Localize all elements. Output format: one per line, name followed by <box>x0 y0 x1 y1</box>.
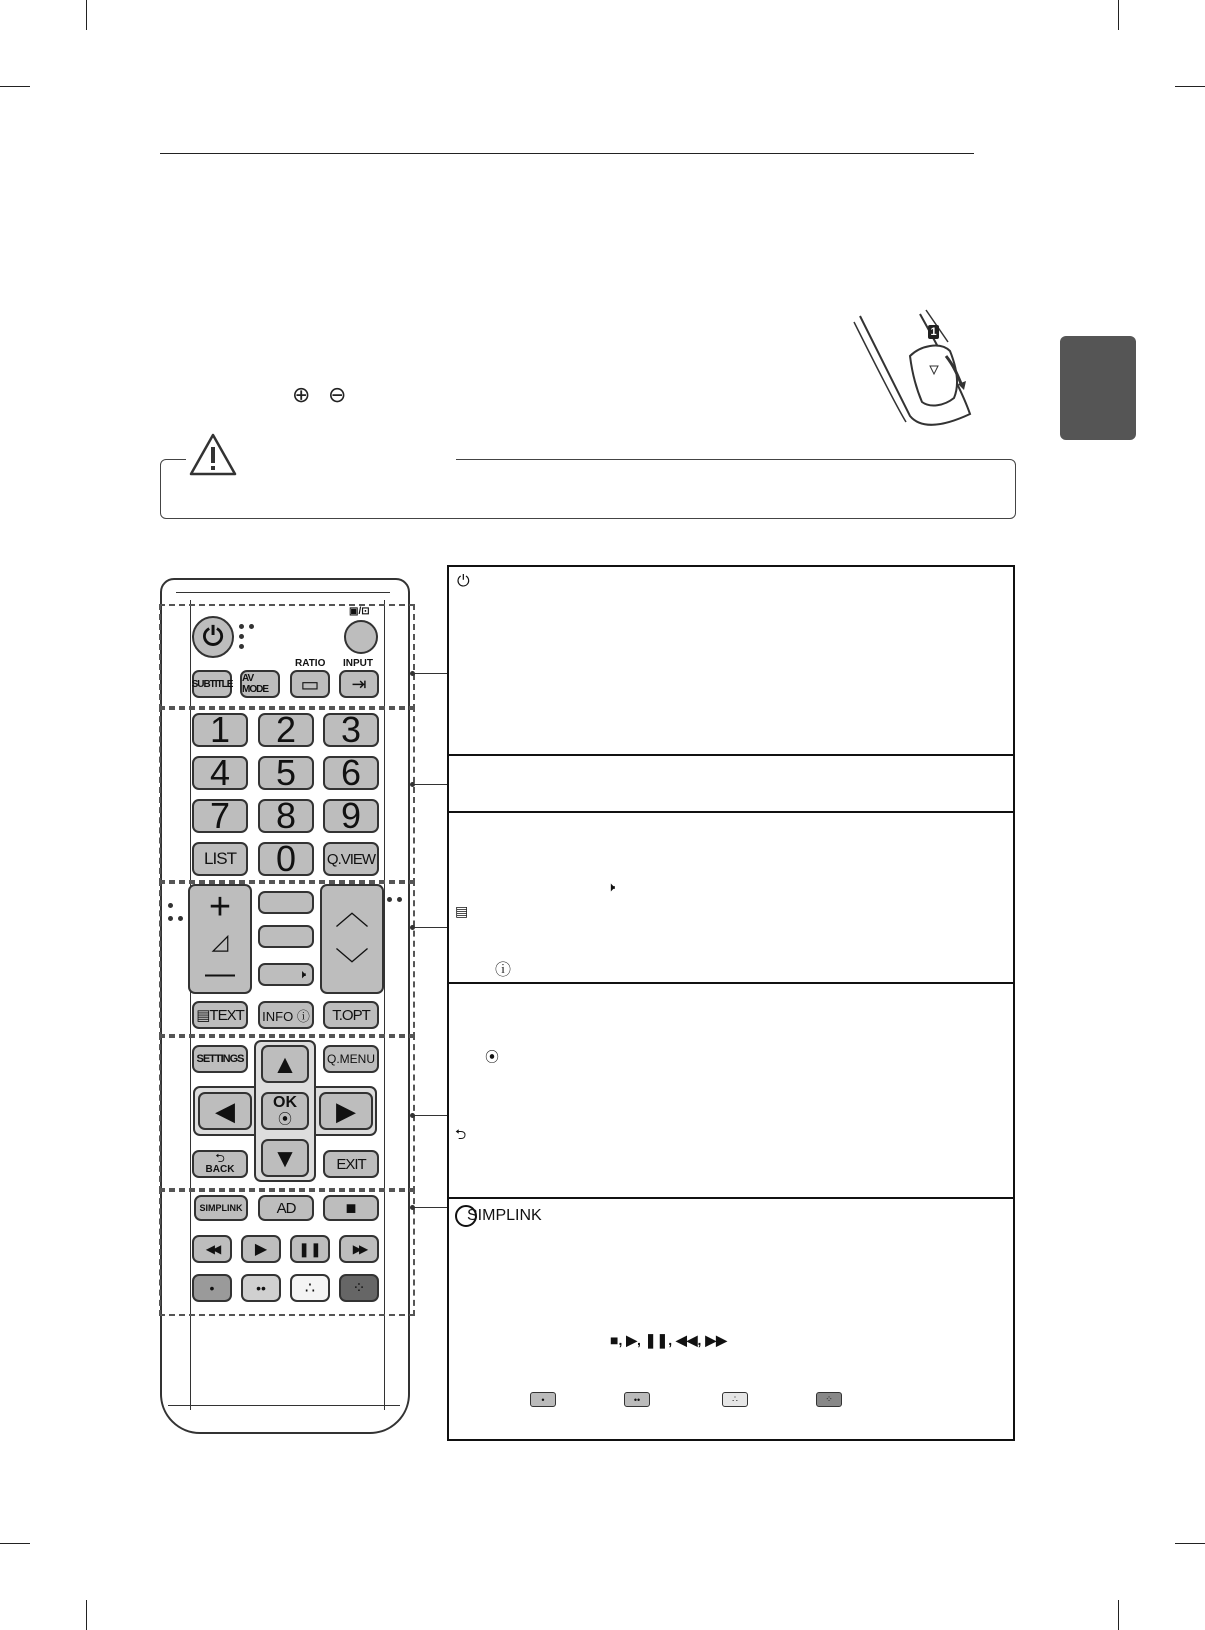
color-key-dots: ⁘ <box>825 1394 833 1404</box>
list-label: LIST <box>204 849 236 868</box>
digit-label: 9 <box>340 795 362 836</box>
battery-minus-symbol: ⊖ <box>328 382 347 407</box>
list-button[interactable] <box>192 842 248 876</box>
play-icon: ▶ <box>254 1241 268 1258</box>
ratio-button[interactable] <box>290 670 330 698</box>
volume-down-icon: — <box>205 957 235 991</box>
color-key-2-icon <box>624 1392 650 1407</box>
digit-label: 7 <box>209 795 231 836</box>
leader-dot <box>410 925 415 930</box>
digit-3-button[interactable] <box>323 709 379 750</box>
row-divider <box>449 982 1013 984</box>
caution-box <box>160 459 1016 519</box>
crop-mark <box>0 86 30 87</box>
mute-icon: 🕨 <box>298 967 306 981</box>
left-arrow-icon: ◀ <box>215 1095 235 1126</box>
color-key-dots: •• <box>256 1280 266 1296</box>
digit-label: 1 <box>209 709 231 750</box>
leader-line <box>412 673 447 674</box>
dot-marker <box>397 897 402 902</box>
row-divider <box>449 811 1013 813</box>
color-key-1-icon <box>530 1392 556 1407</box>
info-button[interactable] <box>258 1001 314 1029</box>
volume-icon: ◿ <box>211 928 229 954</box>
color-key-dots: ∴ <box>732 1394 738 1404</box>
qview-button[interactable] <box>323 842 379 876</box>
color-key-dots: ∴ <box>304 1280 316 1297</box>
leader-dot <box>410 782 415 787</box>
right-arrow-button[interactable] <box>319 1092 373 1130</box>
color-key-dots: ⁘ <box>352 1280 366 1297</box>
rewind-icon: ◀◀ <box>205 1242 219 1256</box>
ad-label: AD <box>276 1199 296 1217</box>
topt-button[interactable] <box>323 1001 379 1029</box>
volume-up-icon: + <box>208 885 232 928</box>
qmenu-button[interactable] <box>323 1045 379 1073</box>
exit-button[interactable] <box>323 1150 379 1178</box>
battery-cover-illustration <box>850 306 980 430</box>
simplink-logo <box>455 1205 542 1227</box>
battery-plus-symbol: ⊕ <box>292 382 311 407</box>
play-button[interactable] <box>241 1235 281 1263</box>
ok-button[interactable] <box>261 1092 309 1130</box>
crop-mark <box>1175 1543 1205 1544</box>
leader-line <box>412 784 447 785</box>
exit-label: EXIT <box>336 1155 366 1173</box>
stop-button[interactable] <box>323 1195 379 1221</box>
crop-mark <box>1118 1600 1119 1630</box>
digit-7-button[interactable] <box>192 795 248 836</box>
right-arrow-icon: ▶ <box>336 1095 356 1126</box>
digit-label: 3 <box>340 709 362 750</box>
digit-0-button[interactable] <box>258 838 314 879</box>
channel-rocker[interactable] <box>320 884 384 994</box>
digit-label: 5 <box>275 752 297 793</box>
digit-label: 0 <box>275 838 297 879</box>
leader-line <box>412 1115 447 1116</box>
digit-6-button[interactable] <box>323 752 379 793</box>
back-icon: ⮌ <box>455 1126 467 1142</box>
input-button[interactable] <box>339 670 379 698</box>
color-key-4-icon <box>816 1392 842 1407</box>
text-label: ▤TEXT <box>196 1007 244 1024</box>
power-icon: ⏻ <box>457 573 470 590</box>
tv-rad-label: ▣/⊡ <box>349 606 370 617</box>
leader-dot <box>410 671 415 676</box>
simplink-logo-text: SIMPLINK <box>467 1207 542 1224</box>
row-divider <box>449 1197 1013 1199</box>
color-key-2[interactable] <box>241 1274 281 1302</box>
battery-step-marker <box>928 325 939 339</box>
power-button[interactable] <box>192 616 234 658</box>
dot-marker <box>168 916 173 921</box>
digit-label: 4 <box>209 752 231 793</box>
channel-down-icon: ﹀ <box>335 946 369 985</box>
channel-up-icon: ︿ <box>335 893 369 932</box>
button-description-table <box>447 565 1015 1441</box>
qmenu-label: Q.MENU <box>327 1052 375 1066</box>
pause-icon: ❚❚ <box>298 1240 322 1257</box>
ad-button[interactable] <box>258 1195 314 1221</box>
settings-label: SETTINGS <box>196 1053 244 1065</box>
simplink-button[interactable] <box>194 1195 248 1221</box>
center-key-middle[interactable] <box>258 925 314 948</box>
left-arrow-button[interactable] <box>198 1092 252 1130</box>
mute-button[interactable] <box>258 963 314 986</box>
tv-rad-button[interactable] <box>344 620 378 654</box>
remote-bottom-line <box>168 1405 400 1406</box>
digit-2-button[interactable] <box>258 709 314 750</box>
topt-label: T.OPT <box>332 1006 370 1024</box>
stop-icon: ■ <box>345 1197 357 1218</box>
crop-mark <box>1175 86 1205 87</box>
input-label: INPUT <box>343 658 373 669</box>
text-button[interactable] <box>192 1001 248 1029</box>
settings-button[interactable] <box>192 1045 248 1073</box>
volume-rocker[interactable] <box>188 884 252 994</box>
subtitle-button[interactable] <box>192 670 232 698</box>
up-arrow-button[interactable] <box>261 1045 309 1083</box>
digit-label: 6 <box>340 752 362 793</box>
dot-marker <box>168 903 173 908</box>
dot-marker <box>249 624 254 629</box>
leader-line <box>412 1207 447 1208</box>
remote-top-line <box>176 592 390 593</box>
up-arrow-icon: ▲ <box>272 1048 298 1079</box>
down-arrow-button[interactable] <box>261 1139 309 1177</box>
dot-marker <box>178 916 183 921</box>
mute-icon: 🕨 <box>607 879 616 894</box>
dot-marker <box>239 624 244 629</box>
digit-4-button[interactable] <box>192 752 248 793</box>
fast-forward-icon: ▶▶ <box>352 1242 366 1256</box>
crop-mark <box>86 1600 87 1630</box>
leader-dot <box>410 1205 415 1210</box>
color-key-dots: •• <box>633 1394 641 1405</box>
info-icon: ⓘ <box>495 962 512 979</box>
ok-icon: ⦿ <box>278 1111 292 1127</box>
crop-mark <box>86 0 87 30</box>
color-key-3[interactable] <box>290 1274 330 1302</box>
ok-icon: ⦿ <box>485 1049 499 1065</box>
dot-marker <box>239 634 244 639</box>
ratio-icon: ▭ <box>300 673 320 696</box>
power-icon: ⏻ <box>202 621 224 651</box>
color-key-4[interactable] <box>339 1274 379 1302</box>
back-button[interactable] <box>192 1150 248 1178</box>
header-rule <box>160 153 974 154</box>
rewind-button[interactable] <box>192 1235 232 1263</box>
qview-label: Q.VIEW <box>326 850 376 868</box>
digit-1-button[interactable] <box>192 709 248 750</box>
av-mode-button[interactable] <box>240 670 280 698</box>
input-icon: ⇥ <box>351 673 367 694</box>
leader-dot <box>410 1113 415 1118</box>
color-key-dots: • <box>209 1280 215 1296</box>
digit-9-button[interactable] <box>323 795 379 836</box>
text-icon: ▤ <box>455 903 469 919</box>
simplink-label: SIMPLINK <box>199 1203 243 1213</box>
color-key-1[interactable] <box>192 1274 232 1302</box>
digit-8-button[interactable] <box>258 795 314 836</box>
section-tab <box>1060 336 1136 440</box>
warning-icon <box>188 432 238 477</box>
dot-marker <box>239 644 244 649</box>
row-divider <box>449 754 1013 756</box>
crop-mark <box>1118 0 1119 30</box>
ratio-label: RATIO <box>295 658 326 669</box>
battery-step-number: 1 <box>930 326 937 338</box>
subtitle-label: SUBTITLE <box>191 678 233 690</box>
back-icon: ⮌ <box>215 1151 225 1165</box>
digit-label: 2 <box>275 709 297 750</box>
fast-forward-button[interactable] <box>339 1235 379 1263</box>
av-mode-label: AV MODE <box>242 673 268 695</box>
digit-label: 8 <box>275 795 297 836</box>
digit-5-button[interactable] <box>258 752 314 793</box>
info-label: INFO ⓘ <box>262 1008 310 1024</box>
ok-label: OK <box>273 1094 297 1111</box>
color-key-dots: • <box>541 1394 545 1405</box>
back-label: BACK <box>205 1164 235 1175</box>
down-arrow-icon: ▼ <box>272 1142 298 1173</box>
color-key-3-icon <box>722 1392 748 1407</box>
dot-marker <box>387 897 392 902</box>
media-icons: ■, ▶, ❚❚, ◀◀, ▶▶ <box>610 1332 727 1348</box>
leader-line <box>412 927 447 928</box>
pause-button[interactable] <box>290 1235 330 1263</box>
center-key-top[interactable] <box>258 891 314 914</box>
crop-mark <box>0 1543 30 1544</box>
